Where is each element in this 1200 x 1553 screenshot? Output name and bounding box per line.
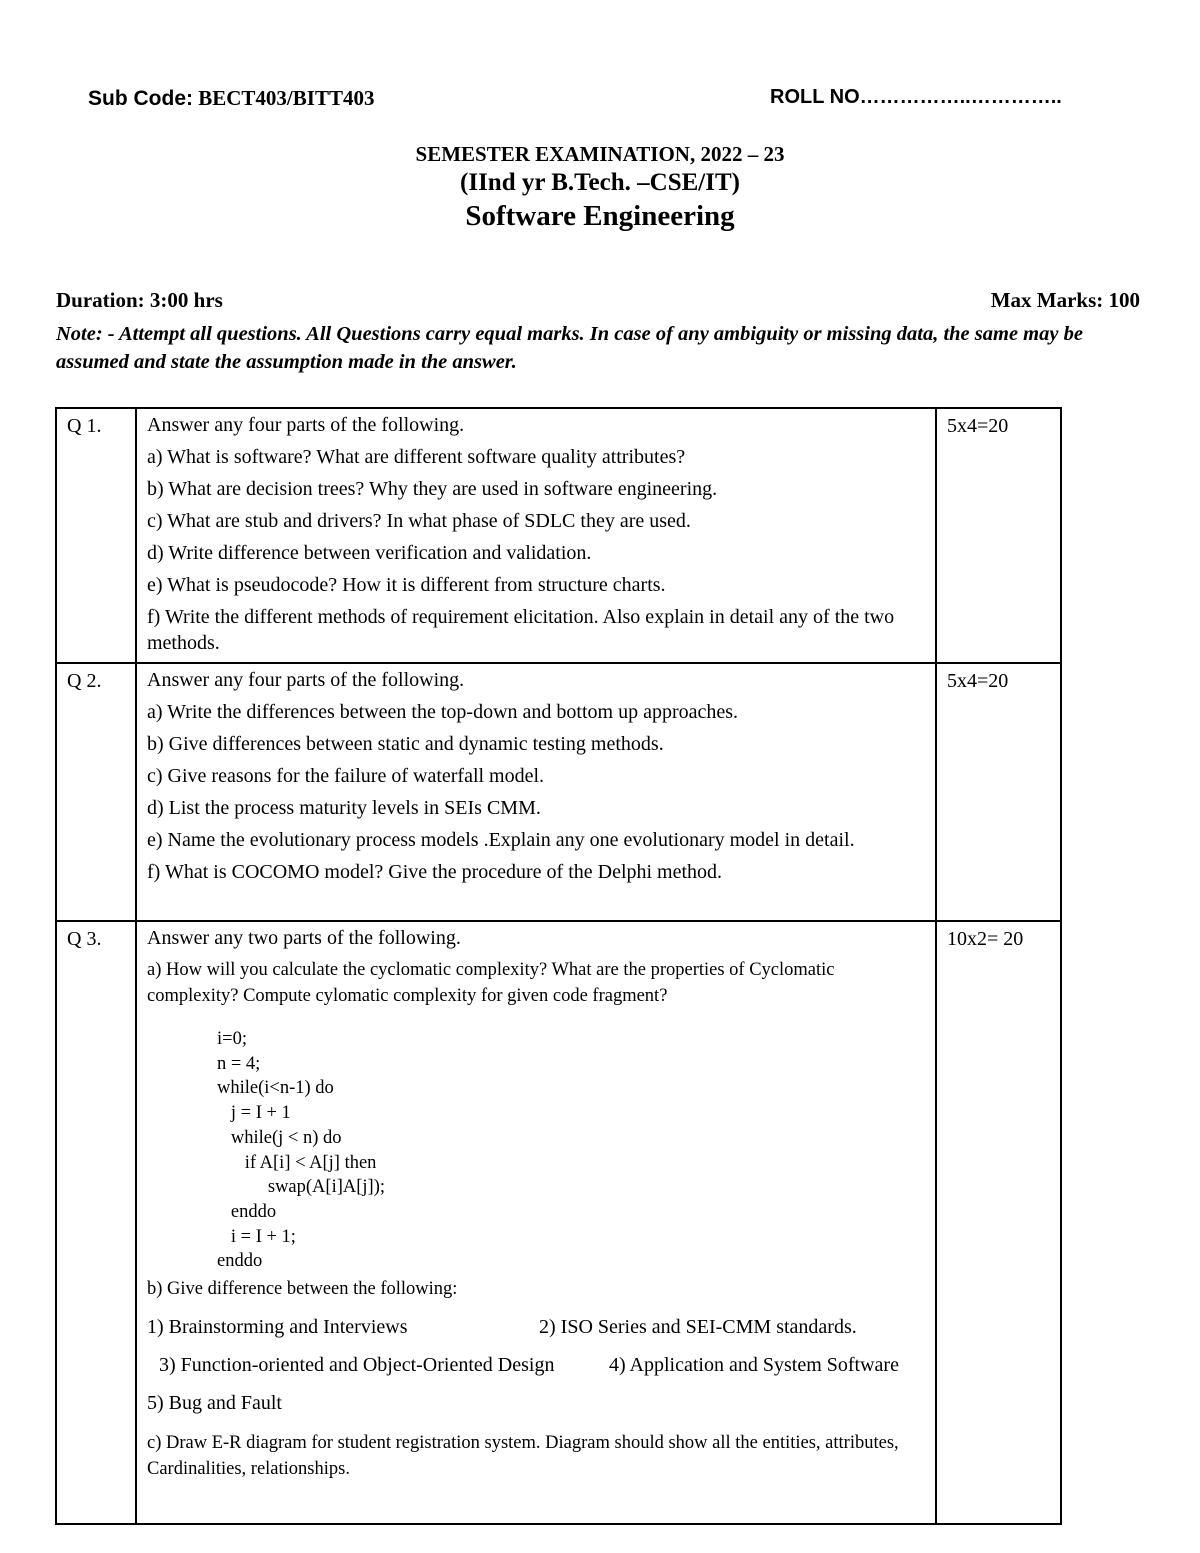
code-line: while(j < n) do (217, 1127, 342, 1148)
question-part: f) What is COCOMO model? Give the procedure of the Delphi method. (147, 861, 723, 883)
question-marks: 10x2= 20 (936, 921, 1061, 1524)
question-part: e) Name the evolutionary process models .Explain any one evolutionary model in detail. (147, 829, 855, 851)
difference-item: 3) Function-oriented and Object-Oriented Design (159, 1354, 555, 1377)
subject-code (88, 86, 374, 111)
question-marks: 5x4=20 (936, 408, 1061, 663)
question-part: d) List the process maturity levels in SEIs CMM. (147, 797, 541, 819)
question-part: f) Write the different methods of requirement elicitation. Also explain in detail any of the two methods. (147, 606, 895, 654)
code-line: n = 4; (217, 1053, 261, 1074)
code-fragment (217, 1027, 925, 1274)
difference-item: 1) Brainstorming and Interviews (147, 1316, 408, 1339)
question-body (136, 663, 936, 921)
code-line: i=0; (217, 1029, 247, 1049)
question-part: d) Write difference between verification and validation. (147, 542, 592, 564)
difference-item: 5) Bug and Fault (147, 1392, 282, 1415)
question-part: b) What are decision trees? Why they are used in software engineering. (147, 478, 718, 500)
question-part: e) What is pseudocode? How it is different from structure charts. (147, 574, 666, 596)
difference-pair-row (147, 1352, 925, 1378)
question-part: b) Give differences between static and dynamic testing methods. (147, 733, 664, 755)
code-line: i = I + 1; (217, 1226, 296, 1247)
course-title: (IInd yr B.Tech. –CSE/IT) (460, 169, 740, 196)
code-line: swap(A[i]A[j]); (217, 1177, 385, 1198)
subject-code-label: Sub Code: (88, 87, 193, 110)
question-body (136, 408, 936, 663)
difference-pair-row (147, 1390, 925, 1416)
question-row-q2 (56, 663, 1061, 921)
question-row-q3 (56, 921, 1061, 1524)
code-line: while(i<n-1) do (217, 1078, 334, 1099)
question-intro: Answer any four parts of the following. (147, 669, 465, 691)
roll-number: ROLL NO……………..………….. (770, 86, 1062, 108)
question-number: Q 1. (56, 408, 136, 663)
subject-code-value: BECT403/BITT403 (198, 86, 375, 110)
question-part-a: a) How will you calculate the cyclomatic complexity? What are the properties of Cyclomatic complexity? Compute cylomatic complexity for given code fragment? (147, 960, 835, 1006)
duration: Duration: 3:00 hrs (56, 288, 223, 312)
difference-pair-row (147, 1314, 925, 1340)
question-part: c) What are stub and drivers? In what phase of SDLC they are used. (147, 510, 691, 532)
subject-title: Software Engineering (465, 200, 735, 232)
question-intro: Answer any two parts of the following. (147, 927, 461, 949)
question-table (55, 407, 1062, 1525)
code-line: enddo (217, 1251, 263, 1272)
question-part: a) What is software? What are different software quality attributes? (147, 446, 686, 468)
question-row-q1 (56, 408, 1061, 663)
code-line: if A[i] < A[j] then (217, 1152, 377, 1173)
question-body (136, 921, 936, 1524)
question-part-c: c) Draw E-R diagram for student registration system. Diagram should show all the entities, attributes, Cardinalities, relationships. (147, 1433, 899, 1480)
difference-item: 4) Application and System Software (609, 1354, 899, 1377)
max-marks: Max Marks: 100 (990, 288, 1140, 312)
question-part: c) Give reasons for the failure of waterfall model. (147, 765, 545, 787)
question-intro: Answer any four parts of the following. (147, 414, 465, 436)
code-line: j = I + 1 (217, 1103, 291, 1124)
question-part-b: b) Give difference between the following: (147, 1279, 458, 1300)
question-number: Q 2. (56, 663, 136, 921)
code-line: enddo (217, 1201, 277, 1222)
question-marks: 5x4=20 (936, 663, 1061, 921)
question-part: a) Write the differences between the top-down and bottom up approaches. (147, 701, 739, 723)
instructions-note: Note: - Attempt all questions. All Questions carry equal marks. In case of any ambiguity or missing data, the same may be assumed and state the assumption made in the answer. (56, 323, 1083, 373)
question-number: Q 3. (56, 921, 136, 1524)
exam-title: SEMESTER EXAMINATION, 2022 – 23 (415, 142, 785, 166)
difference-item: 2) ISO Series and SEI-CMM standards. (539, 1316, 857, 1339)
